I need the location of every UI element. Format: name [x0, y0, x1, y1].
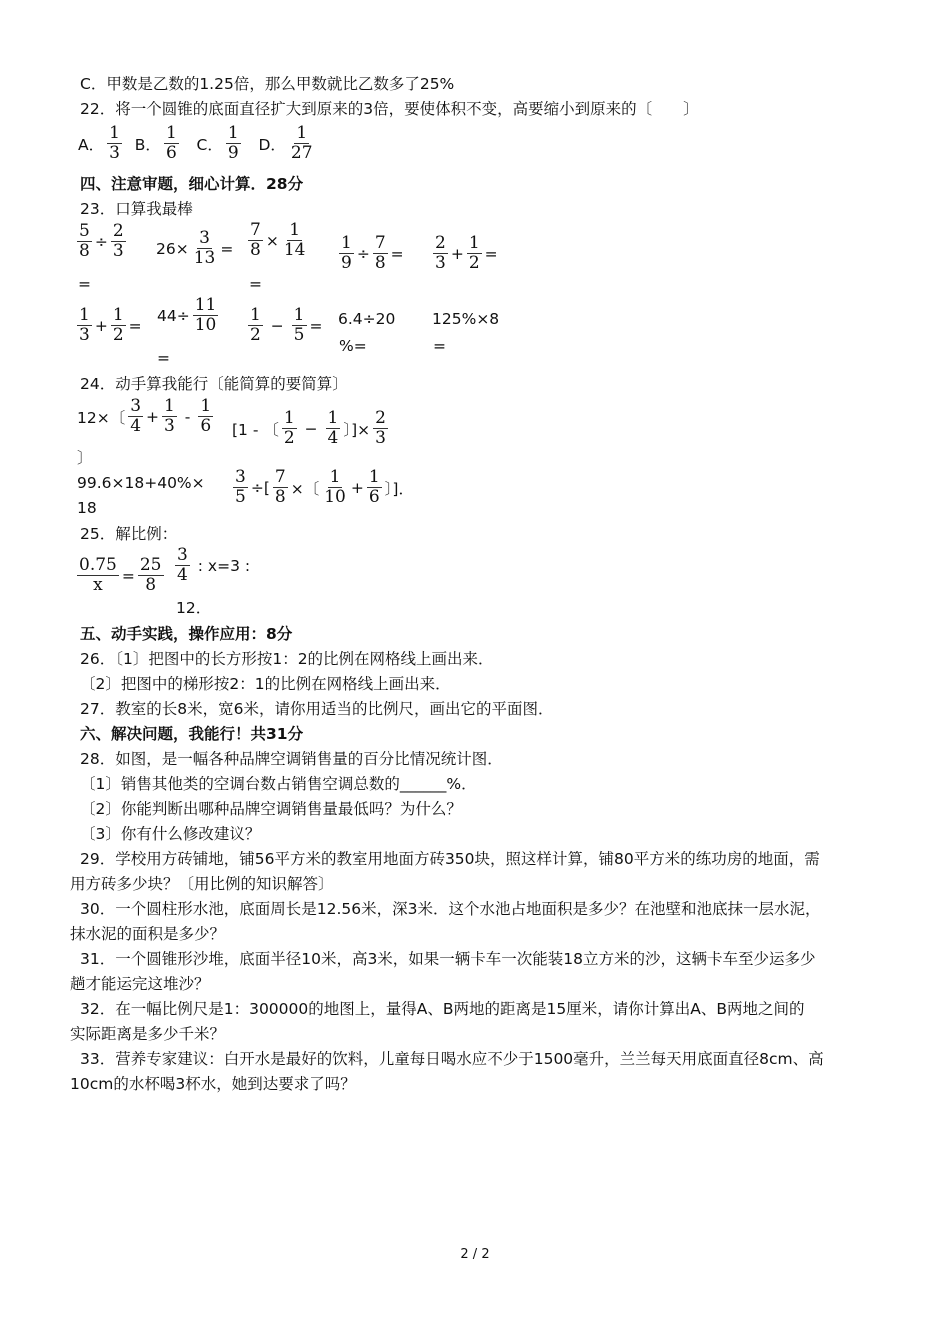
expr-text: = [390, 244, 404, 263]
expr-text: - [179, 407, 196, 426]
expr-text: + [94, 316, 108, 335]
fraction [75, 556, 121, 595]
fraction [231, 468, 250, 507]
calc-expression [156, 229, 233, 268]
option-c-q21: C．甲数是乙数的1.25倍，那么甲数就比乙数多了25% [80, 75, 455, 93]
numerator: 3 [199, 228, 210, 248]
expr-text: = [128, 316, 142, 335]
fraction [162, 124, 181, 163]
question-28-1: 〔1〕销售其他类的空调台数占销售空调总数的______%． [80, 775, 477, 793]
numerator: 1 [200, 396, 212, 416]
expr-text: ÷ [94, 232, 108, 251]
question-31: 31．一个圆锥形沙堆，底面半径10米，高3米，如果一辆卡车一次能装18立方米的沙，这辆卡车至少运多少 [80, 950, 816, 968]
denominator: 3 [109, 143, 120, 163]
numerator: 1 [468, 233, 480, 253]
question-29: 29．学校用方砖铺地，铺56平方米的教室用地面方砖350块，照这样计算，铺80平方米的练功房的地面，需 [80, 850, 820, 868]
fraction [371, 234, 390, 273]
calc-expression [430, 234, 498, 273]
numerator: 1 [250, 305, 261, 325]
denominator: 4 [327, 428, 339, 448]
expr-text: ×〔 [290, 479, 320, 498]
fraction [75, 306, 94, 345]
question-30-cont: 抹水泥的面积是多少？ [70, 925, 226, 943]
denominator: 6 [165, 143, 177, 163]
expr-text: 125%×8 [432, 310, 500, 328]
expr-text: = [121, 566, 135, 585]
calc-expression [245, 221, 310, 260]
expr-text: × [265, 231, 279, 250]
question-28-2: 〔2〕你能判断出哪种品牌空调销售量最低吗？为什么？ [80, 800, 462, 818]
fraction [109, 222, 128, 261]
numerator: 0.75 [79, 555, 117, 575]
numerator: 11 [194, 295, 217, 315]
section-5-heading: 五、动手实践，操作应用：8分 [80, 625, 293, 643]
question-33: 33．营养专家建议：白开水是最好的饮料，儿童每日喝水应不少于1500毫升，兰兰每天用底面直径8cm、高 [80, 1050, 824, 1068]
fraction [371, 409, 390, 448]
equals: = [249, 275, 262, 293]
numerator: 1 [327, 408, 339, 428]
fraction [196, 397, 215, 436]
calc-expression [74, 306, 142, 345]
denominator: 3 [375, 428, 386, 448]
question-32-cont: 实际距离是多少千米？ [70, 1025, 226, 1043]
section-6-heading: 六、解决问题，我能行！共31分 [80, 725, 304, 743]
calc-expression [245, 306, 323, 345]
expr-text: − [265, 316, 289, 335]
q22-options [78, 124, 318, 163]
denominator: 2 [468, 253, 480, 273]
calc-expression [432, 310, 499, 328]
question-26-1: 26．〔1〕把图中的长方形按1：2的比例在网格线上画出来． [80, 650, 494, 668]
numerator: 2 [112, 221, 124, 241]
numerator: 7 [250, 220, 261, 240]
fraction [324, 409, 343, 448]
question-28-3: 〔3〕你有什么修改建议？ [80, 825, 261, 843]
denominator: 2 [112, 325, 124, 345]
fraction [191, 296, 221, 335]
denominator: 3 [164, 416, 175, 436]
question-26-2: 〔2〕把图中的梯形按2：1的比例在网格线上画出来． [80, 675, 451, 693]
numerator: 1 [329, 467, 341, 487]
expr-text: : x=3 : [192, 556, 251, 575]
percent-equals: %= [339, 337, 367, 355]
fraction [173, 546, 192, 585]
expr-text: 〕]． [384, 479, 414, 498]
expr-text: 44÷ [157, 306, 190, 325]
calc-expression [77, 397, 216, 436]
numerator: 7 [274, 467, 286, 487]
denominator: x [93, 575, 103, 595]
denominator: 6 [200, 416, 212, 436]
question-31-cont: 趟才能运完这堆沙？ [70, 975, 210, 993]
numerator: 3 [130, 396, 142, 416]
question-25: 25．解比例： [80, 525, 178, 543]
fraction [431, 234, 450, 273]
question-23: 23．口算我最棒 [80, 200, 193, 218]
fraction [280, 409, 299, 448]
denominator: 27 [290, 143, 313, 163]
denominator: 10 [194, 315, 217, 335]
calc-expression [338, 310, 395, 328]
fraction [105, 124, 124, 163]
question-33-cont: 10cm的水杯喝3杯水，她到达要求了吗？ [70, 1075, 356, 1093]
denominator: 14 [283, 240, 306, 260]
denominator: 4 [130, 416, 142, 436]
expr-text: = [309, 316, 323, 335]
fraction [190, 229, 220, 268]
proportion-2 [172, 546, 250, 585]
fraction [320, 468, 350, 507]
denominator: 2 [250, 325, 261, 345]
numerator: 7 [374, 233, 386, 253]
expr-text: 12×〔 [77, 408, 126, 427]
calc-expression [230, 468, 414, 507]
expr-text: + [350, 478, 364, 497]
denominator: 3 [112, 241, 124, 261]
denominator: 9 [341, 253, 352, 273]
denominator: 8 [274, 487, 286, 507]
calc-expression [74, 222, 129, 261]
expr-text: D． [243, 135, 286, 154]
denominator: 8 [145, 575, 157, 595]
fraction [290, 306, 309, 345]
calc-expression [336, 234, 404, 273]
denominator: 5 [235, 487, 246, 507]
fraction [246, 221, 265, 260]
equals: = [433, 337, 446, 355]
expr-text: + [146, 407, 160, 426]
numerator: 1 [164, 396, 175, 416]
numerator: 1 [296, 123, 308, 143]
expr-text: + [450, 244, 464, 263]
numerator: 3 [177, 545, 188, 565]
calc-expression: 99.6×18+40%× [77, 474, 205, 492]
expr-text: 26× [156, 239, 189, 258]
calc-expression-cont: 18 [77, 499, 97, 517]
fraction [465, 234, 484, 273]
numerator: 1 [341, 233, 352, 253]
denominator: 9 [227, 143, 239, 163]
fraction [280, 221, 310, 260]
denominator: 5 [293, 325, 305, 345]
numerator: 1 [79, 305, 90, 325]
fraction [365, 468, 384, 507]
numerator: 1 [293, 305, 305, 325]
calc-expression [157, 296, 221, 335]
page-number: 2 / 2 [460, 1247, 490, 1262]
expr-text: ÷ [356, 244, 370, 263]
question-24: 24．动手算我能行〔能简算的要简算〕 [80, 375, 348, 393]
expr-text: = [220, 239, 234, 258]
fraction [337, 234, 356, 273]
numerator: 1 [165, 123, 177, 143]
equals: = [78, 275, 91, 293]
denominator: 10 [324, 487, 346, 507]
question-22: 22．将一个圆锥的底面直径扩大到原来的3倍，要使体积不变，高要缩小到原来的〔 〕 [80, 100, 699, 118]
fraction [160, 397, 179, 436]
fraction [246, 306, 265, 345]
question-28: 28．如图，是一幅各种品牌空调销售量的百分比情况统计图． [80, 750, 503, 768]
numerator: 5 [79, 221, 90, 241]
numerator: 1 [283, 408, 295, 428]
expr-text: − [299, 419, 323, 438]
expr-text: A． [78, 135, 105, 154]
expr-text: 〕]× [343, 420, 371, 439]
numerator: 1 [368, 467, 380, 487]
question-30: 30．一个圆柱形水池，底面周长是12.56米，深3米．这个水池占地面积是多少？在池壁和池底抹一层水泥， [80, 900, 821, 918]
numerator: 25 [139, 555, 162, 575]
numerator: 2 [435, 233, 446, 253]
calc-expression [232, 409, 391, 448]
denominator: 3 [435, 253, 446, 273]
denominator: 8 [250, 240, 261, 260]
numerator: 2 [375, 408, 386, 428]
fraction [271, 468, 290, 507]
proportion-2-cont: 12． [176, 599, 212, 617]
expr-text: C． [181, 135, 223, 154]
expr-text: B． [124, 135, 161, 154]
numerator: 1 [289, 220, 301, 240]
denominator: 8 [79, 241, 90, 261]
section-4-heading: 四、注意审题，细心计算．28分 [80, 175, 304, 193]
proportion-1 [74, 556, 167, 595]
question-27: 27．教室的长8米，宽6米，请你用适当的比例尺，画出它的平面图． [80, 700, 554, 718]
expr-text: 6.4÷20 [338, 310, 396, 328]
question-32: 32．在一幅比例尺是1：300000的地图上，量得A、B两地的距离是15厘米，请你计算出A、B两地之间的 [80, 1000, 805, 1018]
numerator: 1 [109, 123, 120, 143]
fraction [224, 124, 243, 163]
numerator: 1 [227, 123, 239, 143]
fraction [109, 306, 128, 345]
fraction [136, 556, 166, 595]
fraction [126, 397, 145, 436]
expr-text: ÷[ [250, 478, 270, 497]
denominator: 4 [177, 565, 188, 585]
expr-text: [1 - 〔 [232, 420, 279, 439]
closing-paren: 〕 [77, 449, 93, 467]
equals: = [157, 349, 170, 367]
denominator: 2 [283, 428, 295, 448]
numerator: 3 [235, 467, 246, 487]
question-29-cont: 用方砖多少块？〔用比例的知识解答〕 [70, 875, 334, 893]
denominator: 8 [374, 253, 386, 273]
denominator: 3 [79, 325, 90, 345]
numerator: 1 [112, 305, 124, 325]
fraction [287, 124, 317, 163]
denominator: 6 [368, 487, 380, 507]
expr-text: = [484, 244, 498, 263]
fraction [75, 222, 94, 261]
denominator: 13 [193, 248, 216, 268]
